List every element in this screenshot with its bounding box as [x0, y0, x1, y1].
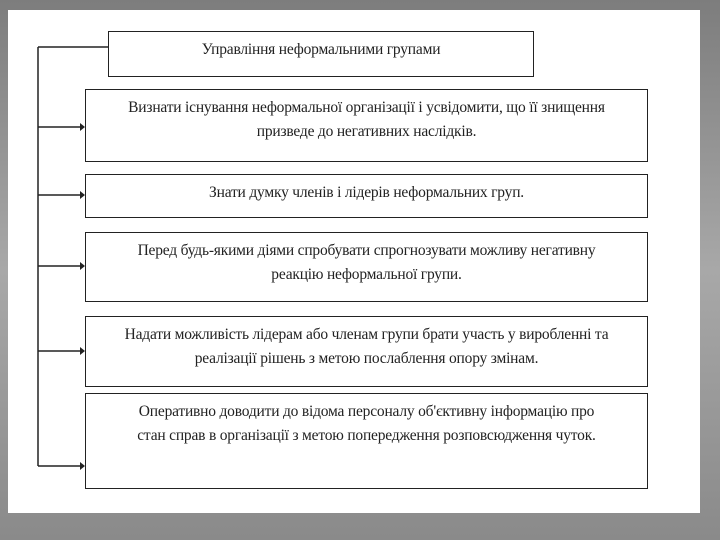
item-box-1 [85, 89, 648, 162]
item-box-5 [85, 393, 648, 489]
item-4-line-1: Надати можливість лідерам або членам групи брати участь у виробленні та [124, 326, 609, 343]
arrow-3 [38, 262, 85, 270]
arrow-2 [38, 191, 85, 199]
item-3-line-1: Перед будь-якими діями спробувати спрогнозувати можливу негативну [137, 242, 596, 259]
arrow-5 [38, 462, 85, 470]
slide [8, 10, 700, 513]
arrow-1 [38, 123, 85, 131]
item-box-2 [85, 174, 648, 218]
item-box-4 [85, 316, 648, 387]
item-2-line-1: Знати думку членів і лідерів неформальних груп. [209, 184, 524, 201]
item-5-line-1: Оперативно доводити до відома персоналу об'єктивну інформацію про [138, 403, 595, 420]
item-3-line-2: реакцію неформальної групи. [271, 266, 462, 283]
item-4-line-2: реалізації рішень з метою послаблення опору змінам. [194, 350, 539, 367]
title-box [108, 31, 534, 77]
title-text: Управління неформальними групами [201, 41, 441, 58]
item-1-line-2: призведе до негативних наслідків. [256, 123, 477, 140]
item-5-line-2: стан справ в організації з метою попередження розповсюдження чуток. [137, 427, 596, 444]
item-1-line-1: Визнати існування неформальної організації і усвідомити, що її знищення [128, 99, 605, 116]
arrow-4 [38, 347, 85, 355]
item-box-3 [85, 232, 648, 302]
